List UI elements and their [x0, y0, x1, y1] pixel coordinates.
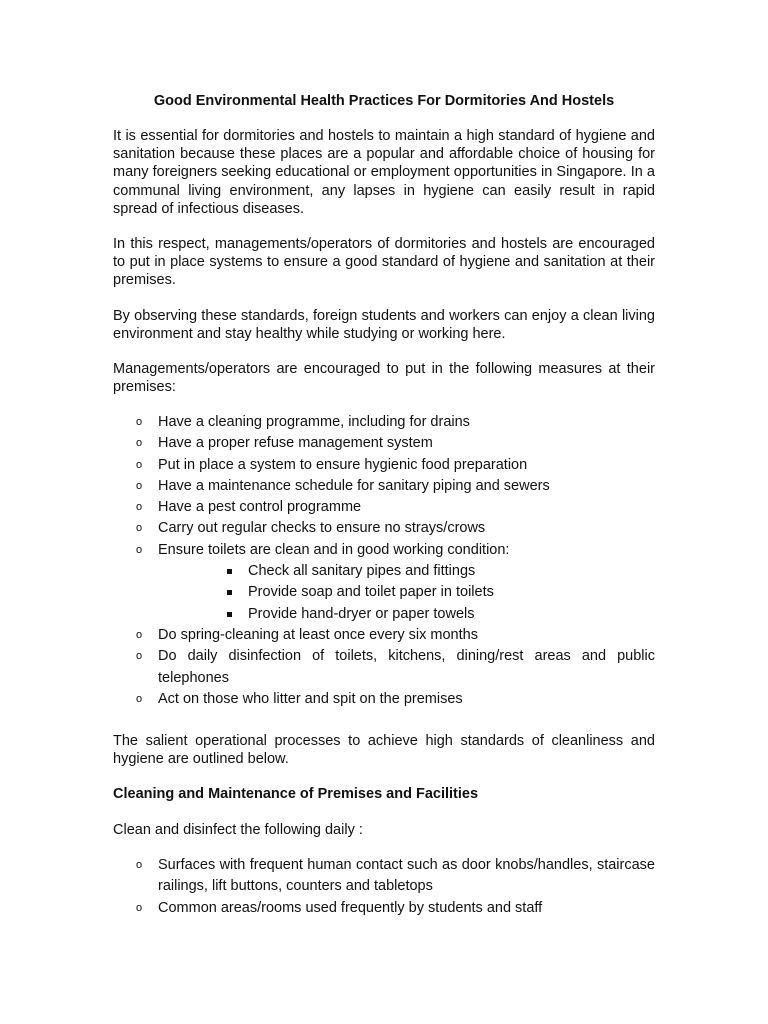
intro-paragraph: It is essential for dormitories and hostels to maintain a high standard of hygiene and sanitation because these places are a popular and affordable choice of housing for many foreigners seeking educational or employment opportunities in Singapore. In a communal living environment, any lapses in hygiene can easily result in rapid spread of infectious diseases. [113, 128, 655, 217]
sub-list-item [0, 582, 655, 603]
sub-list-item-text: Provide hand-dryer or paper towels [248, 605, 475, 622]
list-item-text: Have a cleaning programme, including for drains [158, 414, 470, 430]
daily-list [0, 855, 768, 919]
bullet-icon: o [136, 901, 143, 914]
list-item [0, 497, 655, 518]
list-item-text: Surfaces with frequent human contact such as door knobs/handles, staircase railings, lift buttons, counters and tabletops [158, 857, 655, 895]
list-item-text: Act on those who litter and spit on the premises [158, 690, 463, 707]
bullet-icon: o [136, 458, 143, 471]
sub-list-item [0, 561, 655, 582]
list-item-text: Carry out regular checks to ensure no strays/crows [158, 520, 486, 537]
bullet-icon: o [136, 437, 143, 450]
list-item-text: Have a proper refuse management system [158, 435, 433, 452]
square-bullet-icon [227, 569, 232, 574]
list-item [0, 625, 655, 646]
bullet-icon: o [136, 859, 143, 871]
list-item [0, 518, 655, 539]
bullet-icon: o [136, 543, 143, 556]
bullet-icon: o [136, 416, 143, 428]
list-item-text: Have a pest control programme [158, 499, 362, 516]
list-item-text: Put in place a system to ensure hygienic food preparation [158, 456, 528, 473]
measures-intro-paragraph: Managements/operators are encouraged to put in the following measures at their premises: [113, 361, 655, 396]
list-item-text: Do spring-cleaning at least once every six months [158, 626, 478, 643]
sub-list-item-text: Check all sanitary pipes and fittings [248, 563, 476, 580]
list-item [0, 689, 655, 710]
list-item [0, 646, 655, 689]
respect-paragraph: In this respect, managements/operators of dormitories and hostels are encouraged to put in place systems to ensure a good standard of hygiene and sanitation at their premises. [113, 236, 655, 289]
document-title: Good Environmental Health Practices For Dormitories And Hostels [153, 93, 615, 109]
square-bullet-icon [227, 590, 232, 595]
bullet-icon: o [136, 692, 143, 705]
list-item-text: Ensure toilets are clean and in good working condition: [158, 541, 510, 558]
bullet-icon: o [136, 628, 143, 641]
section-heading: Cleaning and Maintenance of Premises and Facilities [113, 786, 479, 802]
list-item [0, 455, 655, 476]
bullet-icon: o [136, 479, 143, 492]
section-intro: Clean and disinfect the following daily : [113, 822, 363, 838]
list-item [0, 855, 655, 898]
measures-list [0, 412, 768, 710]
list-item [0, 433, 655, 454]
sub-list-item-text: Provide soap and toilet paper in toilets [248, 584, 494, 601]
square-bullet-icon [227, 612, 232, 617]
list-item-text: Common areas/rooms used frequently by students and staff [158, 899, 543, 916]
bullet-icon: o [136, 650, 143, 663]
list-item-text: Have a maintenance schedule for sanitary piping and sewers [158, 477, 550, 494]
list-item [0, 898, 655, 919]
list-item [0, 540, 655, 561]
sub-list-item [0, 604, 655, 625]
bullet-icon: o [136, 501, 143, 514]
list-item [0, 476, 655, 497]
bullet-icon: o [136, 522, 143, 535]
list-item-text: Do daily disinfection of toilets, kitchens, dining/rest areas and public telephones [158, 648, 655, 686]
standards-paragraph: By observing these standards, foreign students and workers can enjoy a clean living environment and stay healthy while studying or working here. [113, 308, 655, 343]
summary-paragraph: The salient operational processes to achieve high standards of cleanliness and hygiene are outlined below. [113, 733, 655, 768]
list-item [0, 412, 655, 433]
